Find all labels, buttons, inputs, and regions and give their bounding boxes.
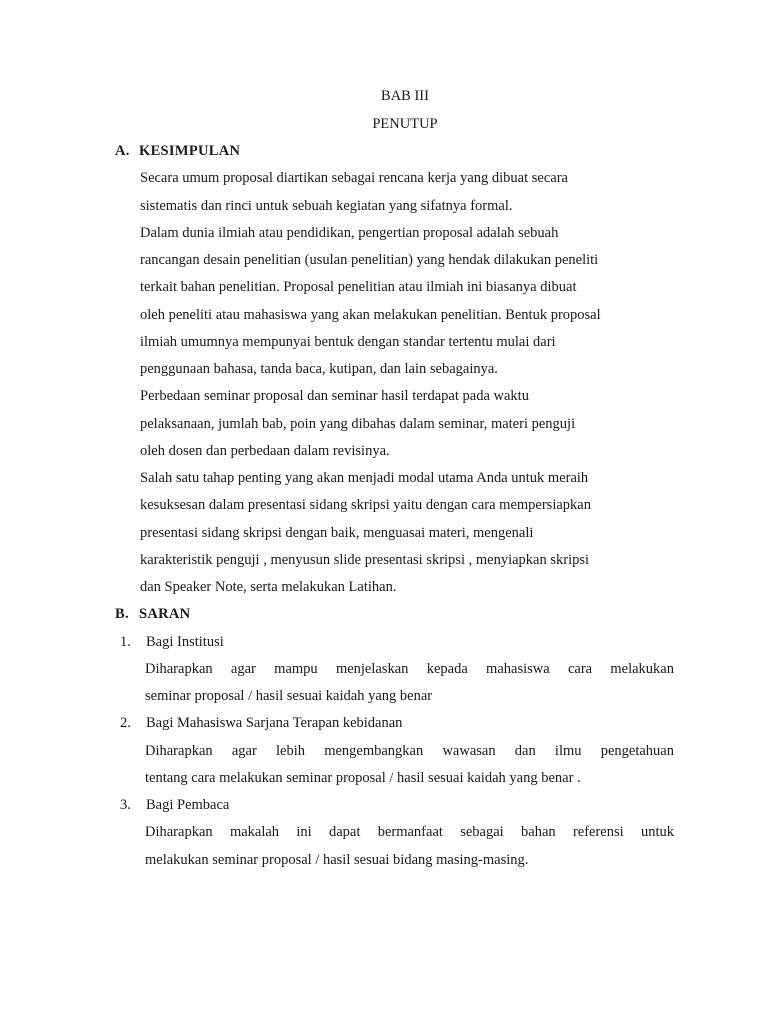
section-a-letter: A. bbox=[115, 143, 130, 159]
item-number: 1. bbox=[120, 634, 131, 650]
paragraph-line: Secara umum proposal diartikan sebagai rencana kerja yang dibuat secara bbox=[140, 170, 568, 186]
item-number: 2. bbox=[120, 715, 131, 731]
paragraph-line: karakteristik penguji , menyusun slide presentasi skripsi , menyiapkan skripsi bbox=[140, 552, 590, 568]
suggestion-item-title bbox=[120, 797, 229, 814]
suggestion-text-line: seminar proposal / hasil sesuai kaidah yang benar bbox=[145, 688, 433, 704]
paragraph-line: rancangan desain penelitian (usulan penelitian) yang hendak dilakukan peneliti bbox=[140, 252, 599, 268]
paragraph-line: Dalam dunia ilmiah atau pendidikan, pengertian proposal adalah sebuah bbox=[140, 225, 559, 241]
suggestion-text-line: tentang cara melakukan seminar proposal / hasil sesuai kaidah yang benar . bbox=[145, 770, 581, 786]
section-b-heading bbox=[115, 606, 190, 623]
section-a-title: KESIMPULAN bbox=[139, 143, 241, 159]
section-a-heading bbox=[115, 143, 240, 160]
suggestion-item-title bbox=[120, 634, 224, 651]
suggestion-text-line: Diharapkan agar lebih mengembangkan wawasan dan ilmu pengetahuan bbox=[145, 743, 674, 759]
paragraph-line: pelaksanaan, jumlah bab, poin yang dibahas dalam seminar, materi penguji bbox=[140, 416, 576, 432]
section-b-title: SARAN bbox=[139, 606, 191, 622]
item-title: Bagi Pembaca bbox=[146, 797, 230, 813]
item-number: 3. bbox=[120, 797, 131, 813]
paragraph-line: ilmiah umumnya mempunyai bentuk dengan standar tertentu mulai dari bbox=[140, 334, 556, 350]
paragraph-line: oleh dosen dan perbedaan dalam revisinya. bbox=[140, 443, 390, 459]
paragraph-line: presentasi sidang skripsi dengan baik, menguasai materi, mengenali bbox=[140, 525, 534, 541]
paragraph-line: dan Speaker Note, serta melakukan Latihan. bbox=[140, 579, 397, 595]
paragraph-line: oleh peneliti atau mahasiswa yang akan melakukan penelitian. Bentuk proposal bbox=[140, 307, 601, 323]
paragraph-line: kesuksesan dalam presentasi sidang skripsi yaitu dengan cara mempersiapkan bbox=[140, 497, 591, 513]
chapter-title: PENUTUP bbox=[372, 116, 438, 132]
suggestion-item-title bbox=[120, 715, 402, 732]
paragraph-line: sistematis dan rinci untuk sebuah kegiatan yang sifatnya formal. bbox=[140, 198, 513, 214]
chapter-number: BAB III bbox=[381, 88, 429, 104]
section-b-letter: B. bbox=[115, 606, 129, 622]
paragraph-line: Salah satu tahap penting yang akan menjadi modal utama Anda untuk meraih bbox=[140, 470, 589, 486]
suggestion-text-line: Diharapkan makalah ini dapat bermanfaat sebagai bahan referensi untuk bbox=[145, 824, 674, 840]
paragraph-line: terkait bahan penelitian. Proposal penelitian atau ilmiah ini biasanya dibuat bbox=[140, 279, 577, 295]
item-title: Bagi Mahasiswa Sarjana Terapan kebidanan bbox=[146, 715, 403, 731]
paragraph-line: penggunaan bahasa, tanda baca, kutipan, dan lain sebagainya. bbox=[140, 361, 498, 377]
paragraph-line: Perbedaan seminar proposal dan seminar hasil terdapat pada waktu bbox=[140, 388, 529, 404]
suggestion-text-line: Diharapkan agar mampu menjelaskan kepada mahasiswa cara melakukan bbox=[145, 661, 674, 677]
suggestion-text-line: melakukan seminar proposal / hasil sesuai bidang masing-masing. bbox=[145, 852, 529, 868]
item-title: Bagi Institusi bbox=[146, 634, 224, 650]
